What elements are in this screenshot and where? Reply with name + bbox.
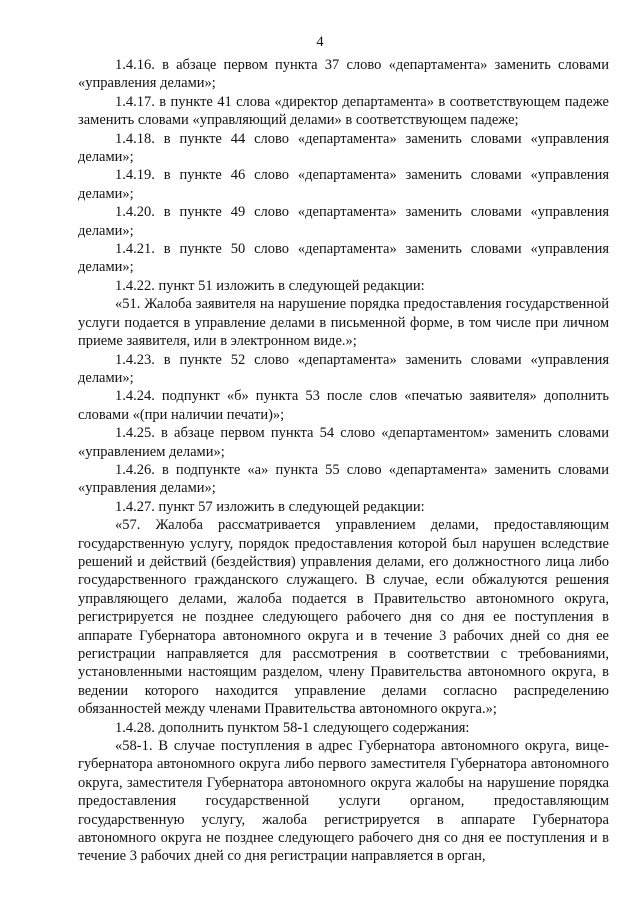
paragraph-1-4-24: 1.4.24. подпункт «б» пункта 53 после слов «печатью заявителя» дополнить словами «(при наличии печати)»; bbox=[78, 388, 609, 423]
quoted-paragraph-57: «57. Жалоба рассматривается управлением делами, предоставляющим государственную услугу, порядок предоставления которой был нарушен вследствие решений и действий (бездействия) управления делами, его должностного лица либо государственного гражданского служащего. В случае, если обжалуются решения управляющего делами, жалоба подается в Правительство автономного округа, регистрируется не позднее следующего рабочего дня со дня ее поступления в аппарате Губернатора автономного округа и в течение 3 рабочих дней со дня ее регистрации направляется для рассмотрения в соответствии с требованиями, установленными настоящим разделом, члену Правительства автономного округа, в ведении которого находится управление делами согласно распределению обязанностей между членами Правительства автономного округа.»; bbox=[78, 517, 609, 718]
quoted-paragraph-58-1: «58-1. В случае поступления в адрес Губернатора автономного округа, вице-губернатора автономного округа либо первого заместителя Губернатора автономного округа, заместителя Губернатора автономного округа жалобы на нарушение порядка предоставления государственной услуги органом, предоставляющим государственную услугу, жалоба регистрируется в аппарате Губернатора автономного округа не позднее следующего рабочего дня со дня ее поступления и в течение 3 рабочих дней со дня регистрации направляется в орган, bbox=[78, 738, 609, 865]
paragraph-1-4-22: 1.4.22. пункт 51 изложить в следующей редакции: bbox=[115, 277, 425, 294]
paragraph-1-4-25: 1.4.25. в абзаце первом пункта 54 слово «департаментом» заменить словами «управлением делами»; bbox=[78, 425, 609, 460]
paragraph-1-4-23: 1.4.23. в пункте 52 слово «департамента» заменить словами «управления делами»; bbox=[78, 351, 609, 386]
paragraph-1-4-21: 1.4.21. в пункте 50 слово «департамента» заменить словами «управления делами»; bbox=[78, 241, 609, 276]
paragraph-1-4-19: 1.4.19. в пункте 46 слово «департамента» заменить словами «управления делами»; bbox=[78, 167, 609, 202]
document-body bbox=[78, 56, 609, 866]
page-number: 4 bbox=[316, 34, 324, 50]
paragraph-1-4-28: 1.4.28. дополнить пунктом 58-1 следующего содержания: bbox=[115, 719, 470, 736]
paragraph-1-4-17: 1.4.17. в пункте 41 слова «директор департамента» в соответствующем падеже заменить словами «управляющий делами» в соответствующем падеже; bbox=[78, 93, 609, 129]
paragraph-1-4-20: 1.4.20. в пункте 49 слово «департамента» заменить словами «управления делами»; bbox=[78, 204, 609, 239]
quoted-paragraph-51: «51. Жалоба заявителя на нарушение порядка предоставления государственной услуги подается в управление делами в письменной форме, в том числе при личном приеме заявителя, или в электронном виде.»; bbox=[78, 296, 609, 350]
paragraph-1-4-27: 1.4.27. пункт 57 изложить в следующей редакции: bbox=[115, 498, 425, 515]
paragraph-1-4-18: 1.4.18. в пункте 44 слово «департамента» заменить словами «управления делами»; bbox=[78, 130, 609, 166]
paragraph-1-4-26: 1.4.26. в подпункте «а» пункта 55 слово «департамента» заменить словами «управления делами»; bbox=[78, 461, 609, 497]
paragraph-1-4-16: 1.4.16. в абзаце первом пункта 37 слово «департамента» заменить словами «управления делами»; bbox=[78, 57, 609, 92]
